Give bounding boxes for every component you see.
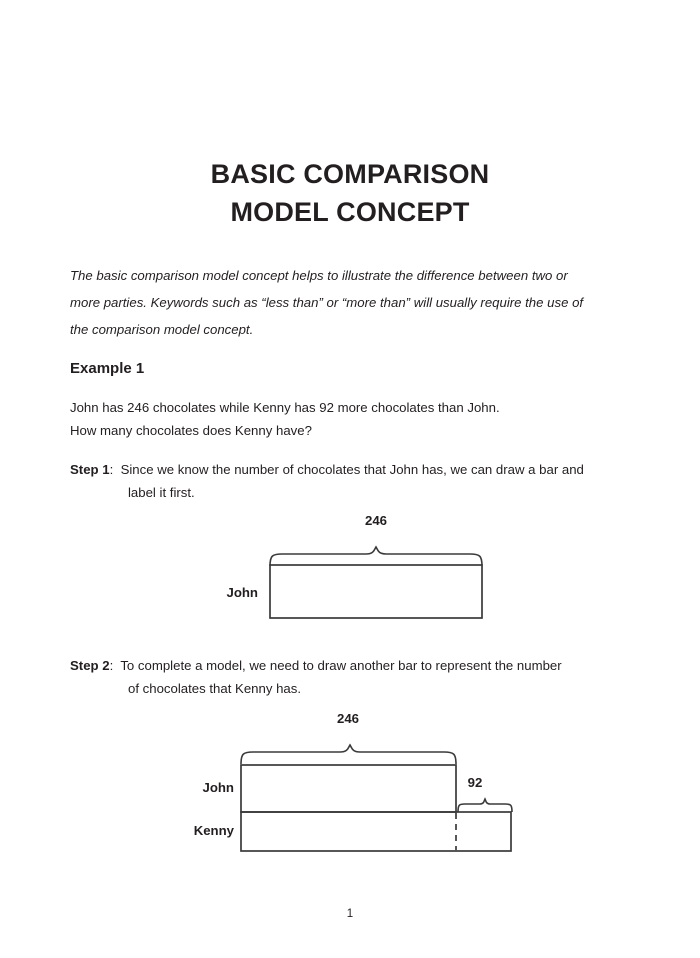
brace-246-icon bbox=[270, 547, 482, 566]
step-2-text-line-2: of chocolates that Kenny has. bbox=[128, 681, 302, 696]
title-line-1: BASIC COMPARISON bbox=[210, 159, 490, 189]
step-2-first-line bbox=[70, 654, 632, 677]
brace-value-246: 246 bbox=[364, 513, 387, 528]
bar-john bbox=[241, 765, 456, 812]
bar-label-kenny: Kenny bbox=[193, 823, 234, 838]
title-line-2: MODEL CONCEPT bbox=[230, 197, 470, 227]
bar-label-john: John bbox=[226, 585, 258, 600]
brace-value-92: 92 bbox=[467, 775, 483, 790]
diagram-step-1 bbox=[200, 513, 530, 630]
diagram-step-2-svg bbox=[180, 718, 540, 863]
brace-value-246-total: 246 bbox=[336, 711, 359, 726]
bar-kenny bbox=[241, 812, 511, 851]
example-heading: Example 1 bbox=[70, 360, 145, 377]
page-number: 1 bbox=[346, 908, 354, 920]
step-2-text-line-1: To complete a model, we need to draw another bar to represent the number bbox=[120, 658, 562, 673]
problem-statement bbox=[70, 396, 632, 442]
bar-john bbox=[270, 565, 482, 618]
intro-paragraph bbox=[70, 262, 632, 343]
problem-line-1: John has 246 chocolates while Kenny has 92 more chocolates than John. bbox=[70, 400, 500, 415]
page-title bbox=[0, 155, 700, 231]
step-2-label: Step 2 bbox=[70, 658, 110, 673]
step-1-separator: : bbox=[109, 462, 114, 477]
brace-92-icon bbox=[458, 799, 512, 812]
step-2 bbox=[70, 654, 632, 700]
step-1 bbox=[70, 458, 632, 504]
step-1-text-line-2: label it first. bbox=[128, 485, 195, 500]
diagram-step-2 bbox=[180, 711, 540, 863]
step-1-label: Step 1 bbox=[70, 462, 110, 477]
step-1-text-line-1: Since we know the number of chocolates that John has, we can draw a bar and bbox=[120, 462, 584, 477]
intro-line-3: the comparison model concept. bbox=[70, 322, 254, 337]
diagram-step-1-svg bbox=[200, 520, 530, 630]
step-1-first-line bbox=[70, 458, 632, 481]
problem-line-2: How many chocolates does Kenny have? bbox=[70, 423, 312, 438]
brace-246-total-icon bbox=[241, 745, 456, 764]
step-2-separator: : bbox=[109, 658, 114, 673]
bar-label-john: John bbox=[202, 780, 234, 795]
intro-line-1: The basic comparison model concept helps to illustrate the difference between two or bbox=[70, 268, 568, 283]
intro-line-2: more parties. Keywords such as “less than” or “more than” will usually require the use of bbox=[70, 295, 584, 310]
